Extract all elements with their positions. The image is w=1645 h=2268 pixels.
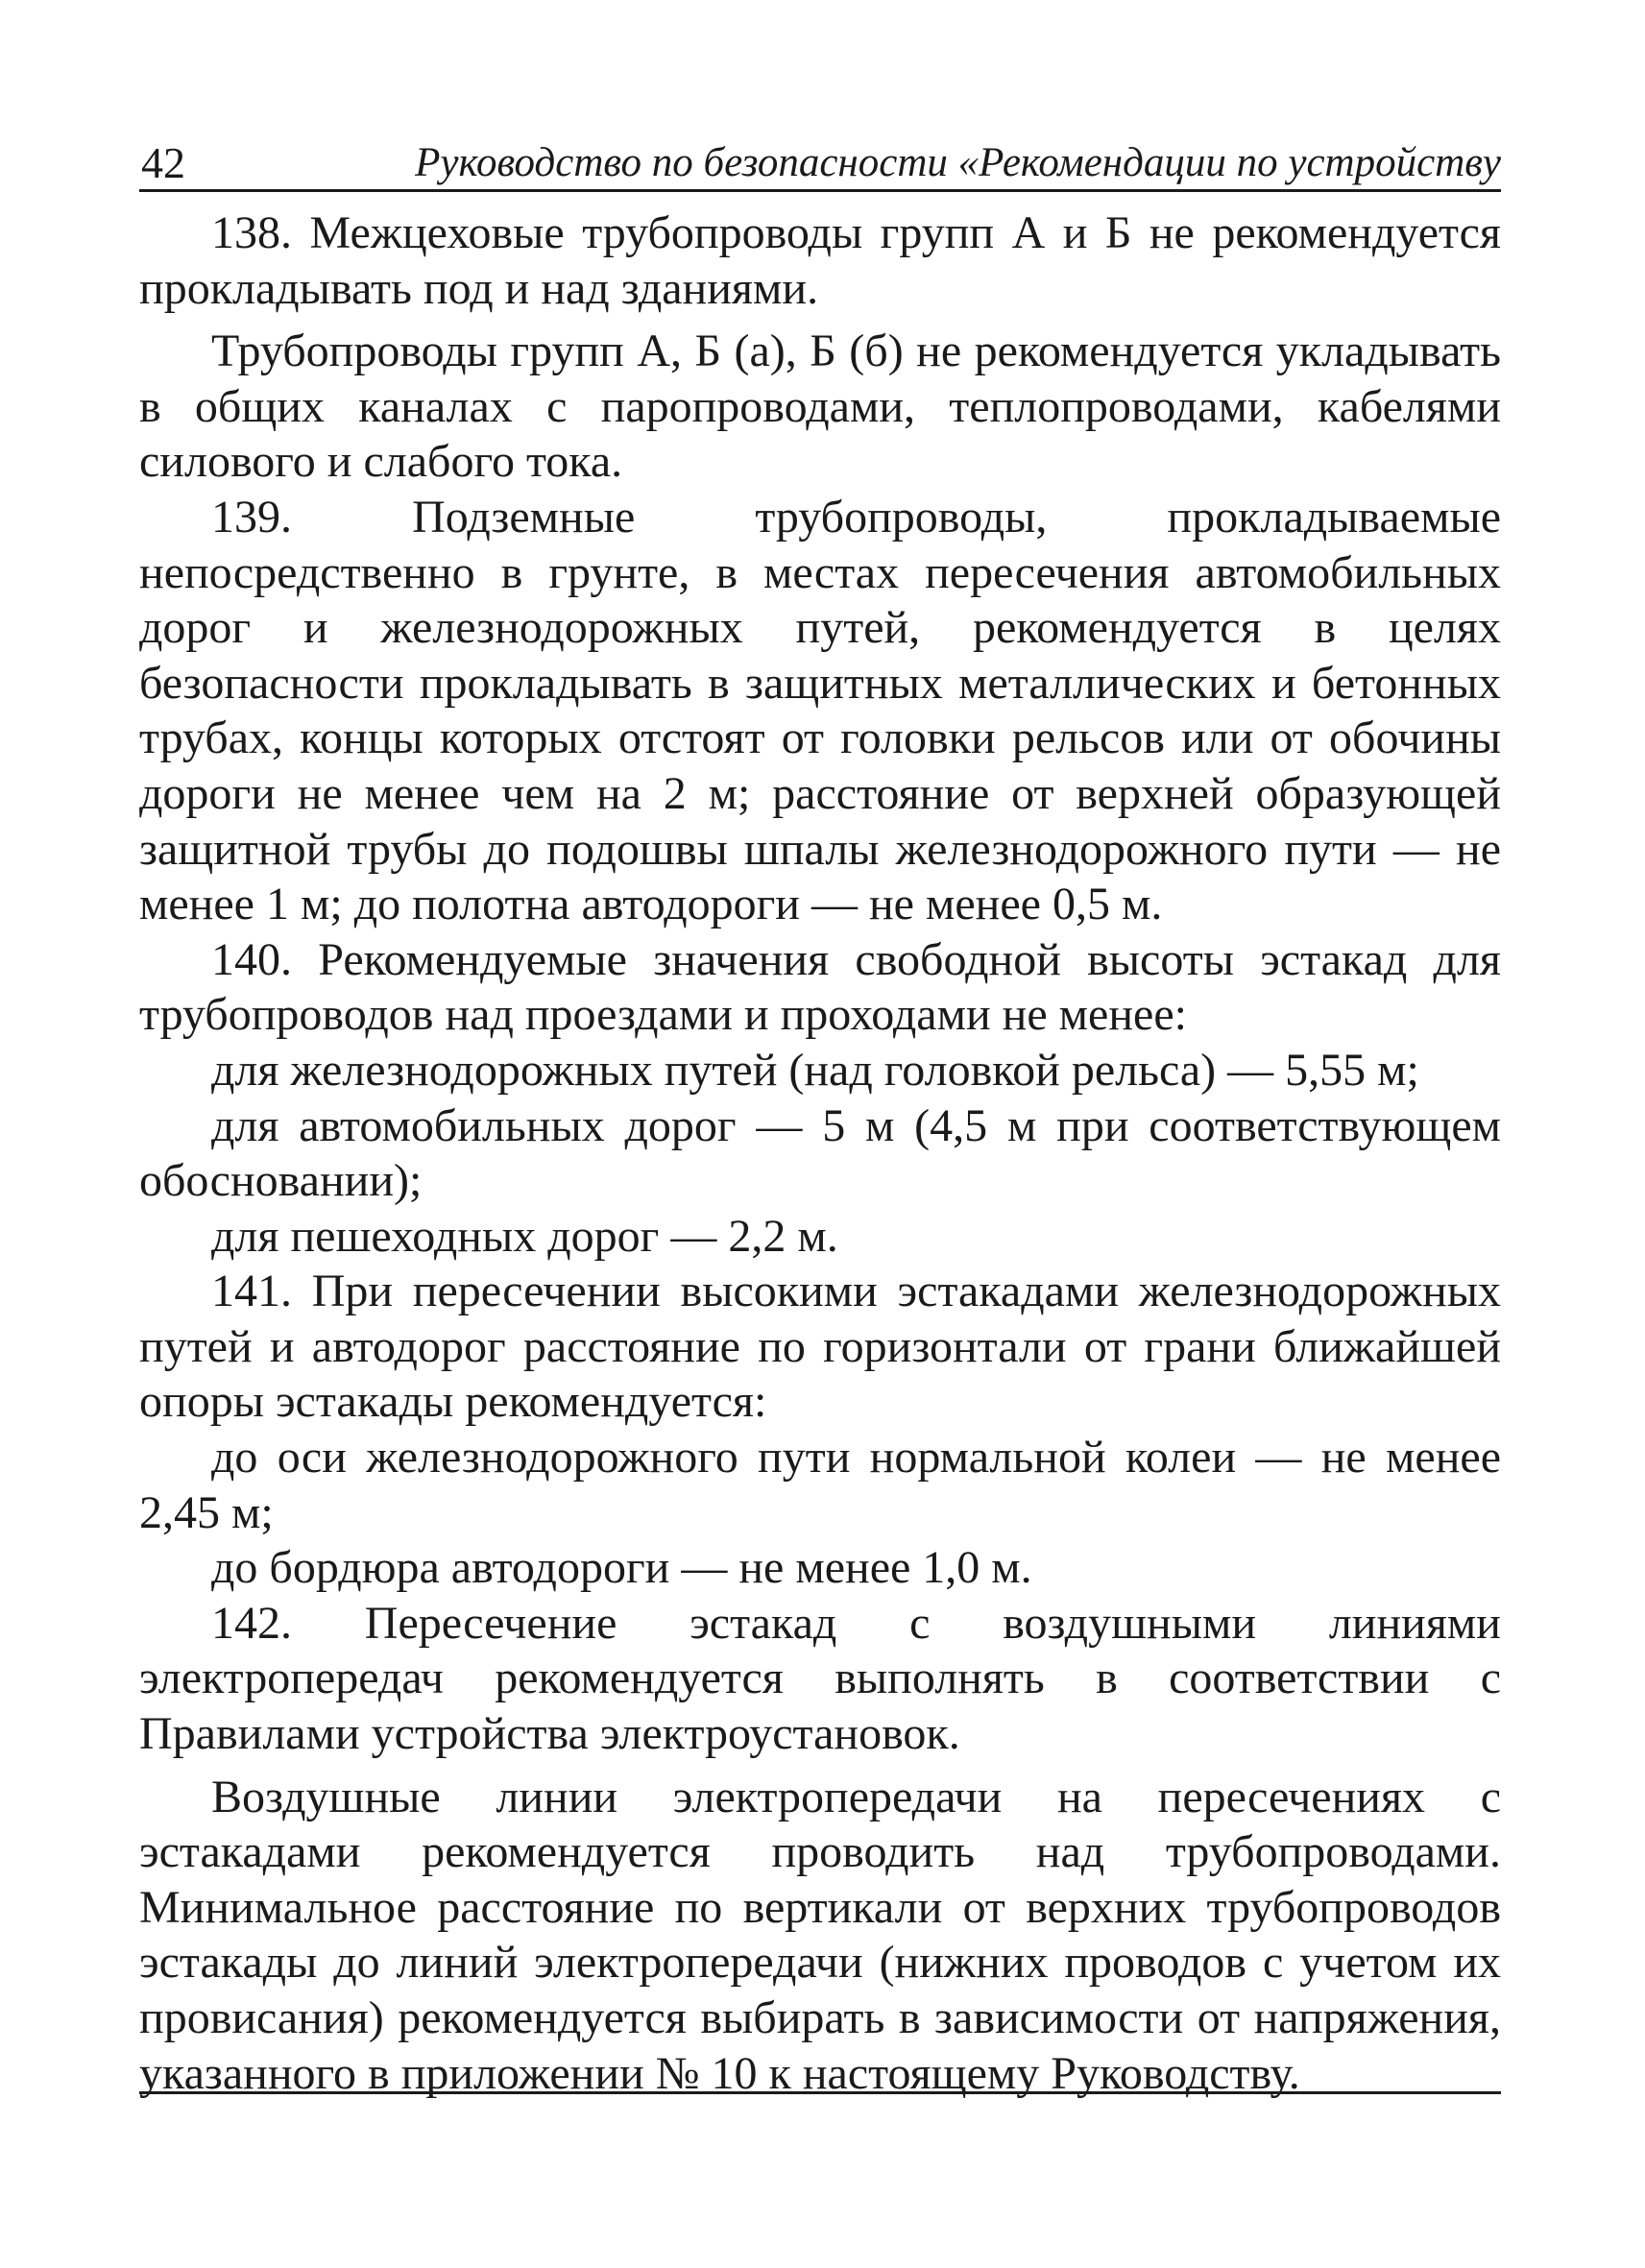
list-item-pedestrian: для пешеходных дорог — 2,2 м. <box>211 1210 838 1262</box>
running-title: Руководство по безопасности «Рекомендации по устройству <box>415 140 1501 185</box>
paragraph-142: 142. Пересечение эстакад с воздушными линиями электропередач рекомендуется выполнять в соответствии с Правилами устройства электроустановок. <box>139 1597 1501 1760</box>
list-item-curb: до бордюра автодороги — не менее 1,0 м. <box>211 1542 1032 1594</box>
list-item-roads: для автомобильных дорог — 5 м (4,5 м при соответствующем обосновании); <box>139 1099 1501 1207</box>
page-number: 42 <box>141 138 185 187</box>
paragraph-141: 141. При пересечении высокими эстакадами железнодорожных путей и автодорог расстояние по горизонтали от грани ближайшей опоры эстакады рекомендуется: <box>139 1266 1501 1428</box>
bottom-rule <box>139 2091 1501 2094</box>
body-text <box>139 205 1501 2101</box>
paragraph-138: 138. Межцеховые трубопроводы групп А и Б не рекомендуется прокладывать под и над зданиями. <box>139 207 1501 314</box>
list-item-track-axis: до оси железнодорожного пути нормальной колеи — не менее 2,45 м; <box>139 1432 1501 1538</box>
paragraph-139: 139. Подземные трубопроводы, прокладываемые непосредственно в грунте, в местах пересечения автомобильных дорог и железнодорожных путей, рекомендуется в целях безопасности прокладывать в защитных металлических и бетонных трубах, концы которых отстоят от головки рельсов или от обочины дороги не менее чем на 2 м; расстояние от верхней образующей защитной трубы до подошвы шпалы железнодорожного пути — не менее 1 м; до полотна автодороги — не менее 0,5 м. <box>139 491 1501 930</box>
paragraph-138-continued: Трубопроводы групп А, Б (а), Б (б) не рекомендуется укладывать в общих каналах с паропроводами, теплопроводами, кабелями силового и слабого тока. <box>139 326 1501 488</box>
list-item-railway: для железнодорожных путей (над головкой рельса) — 5,55 м; <box>211 1044 1419 1096</box>
paragraph-142-continued: Воздушные линии электропередачи на пересечениях с эстакадами рекомендуется проводить над трубопроводами. Минимальное расстояние по вертикали от верхних трубопроводов эстакады до линий электропередачи (нижних проводов с учетом их провисания) рекомендуется выбирать в зависимости от напряжения, указанного в приложении № 10 к настоящему Руководству. <box>139 1771 1501 2099</box>
paragraph-140: 140. Рекомендуемые значения свободной высоты эстакад для трубопроводов над проездами и проходами не менее: <box>139 933 1501 1041</box>
running-header <box>139 130 1501 192</box>
